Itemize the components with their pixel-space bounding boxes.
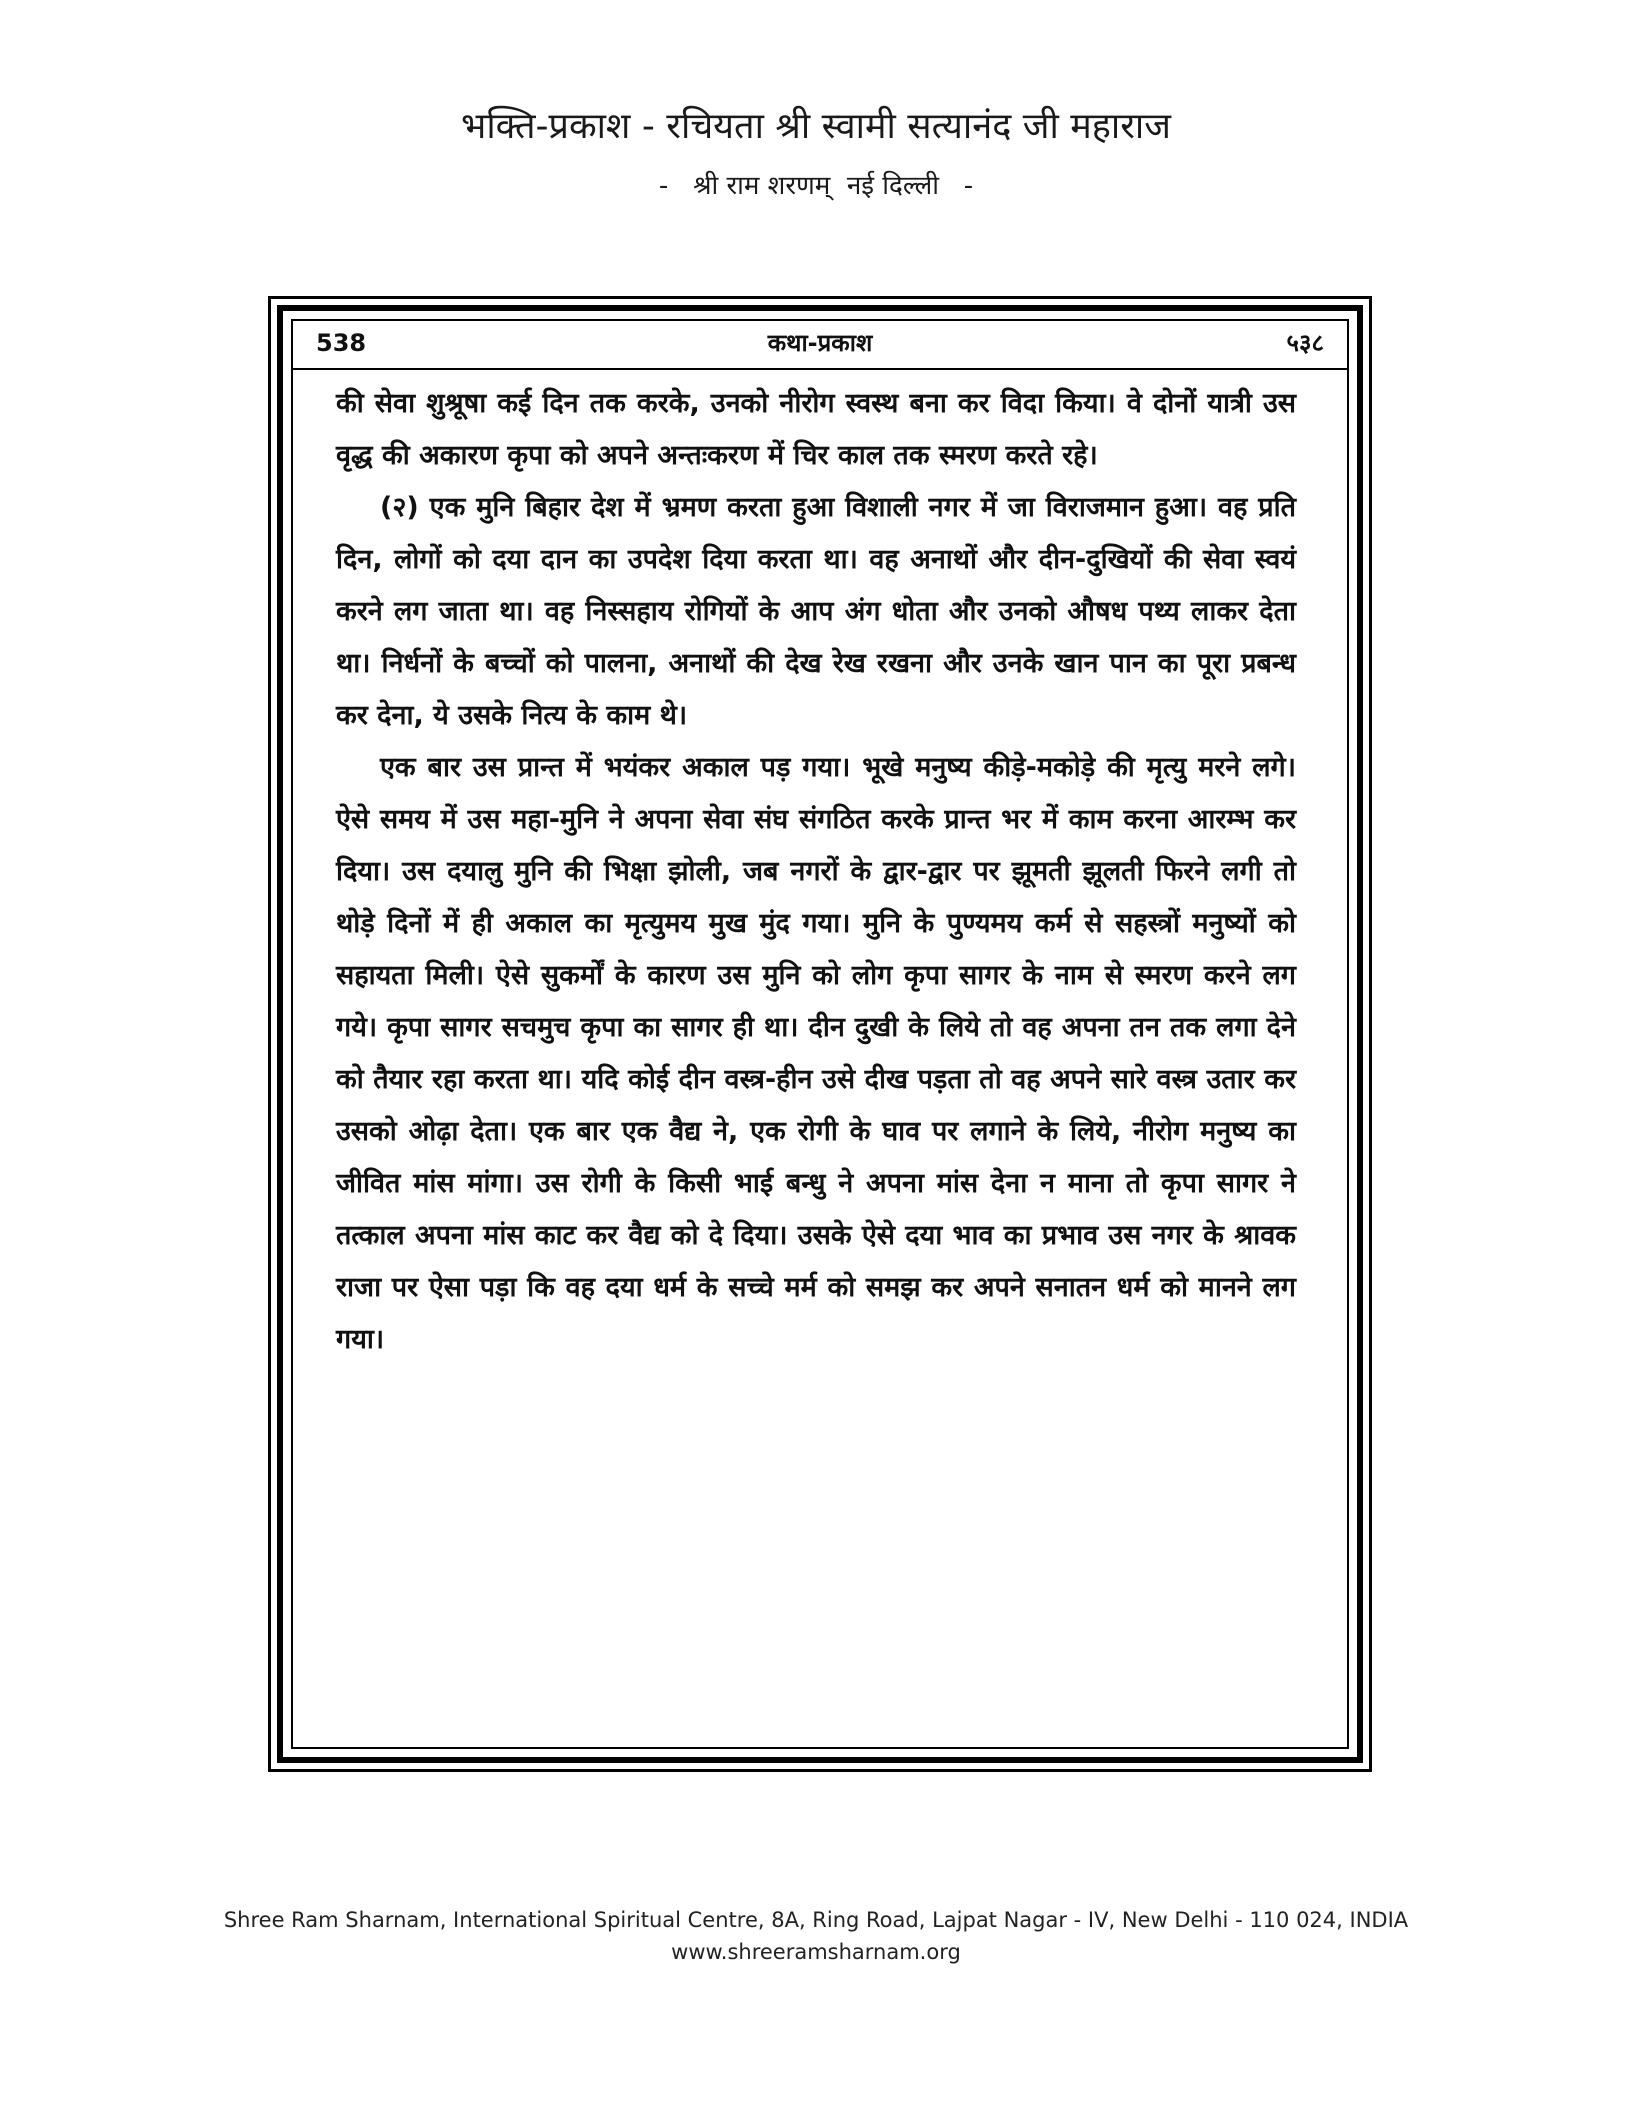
document-subtitle: - श्री राम शरणम् नई दिल्ली - (658, 171, 974, 201)
paragraph-1: की सेवा शुश्रूषा कई दिन तक करके, उनको नीरोग स्वस्थ बना कर विदा किया। वे दोनों यात्री उस वृद्ध की अकारण कृपा को अपने अन्तःकरण में चिर काल तक स्मरण करते रहे। (336, 388, 1296, 471)
running-head-rule (293, 368, 1347, 370)
body-text (336, 378, 1296, 1366)
footer-address: Shree Ram Sharnam, International Spiritual Centre, 8A, Ring Road, Lajpat Nagar - IV, New Delhi - 110 024, INDIA (223, 1908, 1409, 1932)
footer-website: www.shreeramsharnam.org (671, 1940, 961, 1964)
page-number-arabic: 538 (316, 329, 367, 357)
section-title: कथा-प्रकाश (767, 329, 873, 357)
page-number-devanagari: ५३८ (1286, 329, 1324, 357)
document-title: भक्ति-प्रकाश - रचियता श्री स्वामी सत्यानंद जी महाराज (461, 106, 1171, 147)
paragraph-2: (२) एक मुनि बिहार देश में भ्रमण करता हुआ विशाली नगर में जा विराजमान हुआ। वह प्रति दिन, लोगों को दया दान का उपदेश दिया करता था। वह अनाथों और दीन-दुखियों की सेवा स्वयं करने लग जाता था। वह निस्सहाय रोगियों के आप अंग धोता और उनको औषध पथ्य लाकर देता था। निर्धनों के बच्चों को पालना, अनाथों की देख रेख रखना और उनके खान पान का पूरा प्रबन्ध कर देना, ये उसके नित्य के काम थे। (336, 492, 1296, 731)
paragraph-3: एक बार उस प्रान्त में भयंकर अकाल पड़ गया। भूखे मनुष्य कीड़े-मकोड़े की मृत्यु मरने लगे। ऐसे समय में उस महा-मुनि ने अपना सेवा संघ संगठित करके प्रान्त भर में काम करना आरम्भ कर दिया। उस दयालु मुनि की भिक्षा झोली, जब नगरों के द्वार-द्वार पर झूमती झूलती फिरने लगी तो थोड़े दिनों में ही अकाल का मृत्युमय मुख मुंद गया। मुनि के पुण्यमय कर्म से सहस्त्रों मनुष्यों को सहायता मिली। ऐसे सुकर्मों के कारण उस मुनि को लोग कृपा सागर के नाम से स्मरण करने लग गये। कृपा सागर सचमुच कृपा का सागर ही था। दीन दुखी के लिये तो वह अपना तन तक लगा देने को तैयार रहा करता था। यदि कोई दीन वस्त्र-हीन उसे दीख पड़ता तो वह अपने सारे वस्त्र उतार कर उसको ओढ़ा देता। एक बार एक वैद्य ने, एक रोगी के घाव पर लगाने के लिये, नीरोग मनुष्य का जीवित मांस मांगा। उस रोगी के किसी भाई बन्धु ने अपना मांस देना न माना तो कृपा सागर ने तत्काल अपना मांस काट कर वैद्य को दे दिया। उसके ऐसे दया भाव का प्रभाव उस नगर के श्रावक राजा पर ऐसा पड़ा कि वह दया धर्म के सच्चे मर्म को समझ कर अपने सनातन धर्म को मानने लग गया। (336, 752, 1296, 1355)
running-head (316, 322, 1324, 364)
